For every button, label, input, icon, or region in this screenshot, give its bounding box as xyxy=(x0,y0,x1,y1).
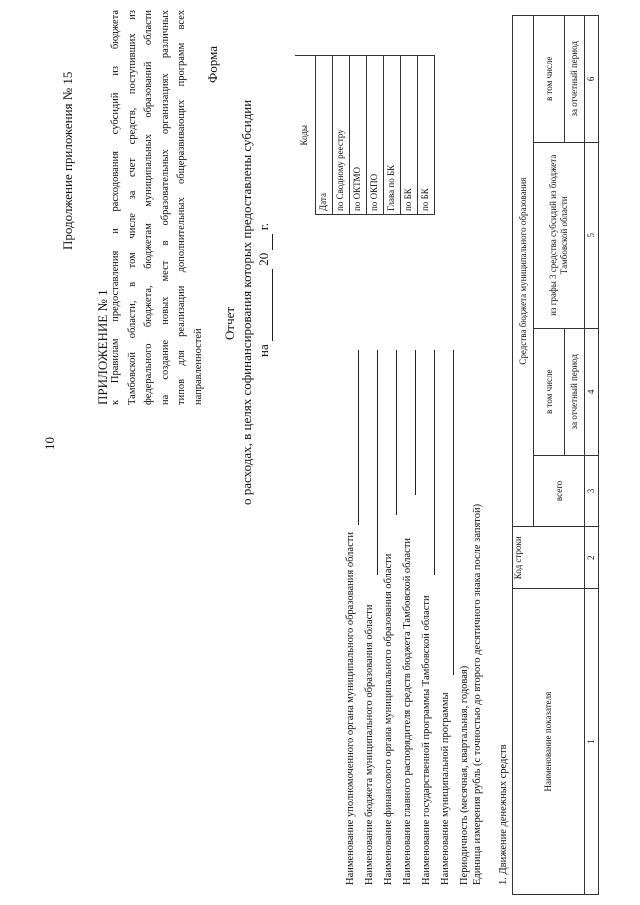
col-number: 2 xyxy=(585,527,599,589)
date-suffix: г. xyxy=(256,223,271,231)
col-header-row-code: Код строки xyxy=(513,527,585,589)
field-underline xyxy=(415,350,416,495)
codes-row: по ОКПО xyxy=(366,56,383,215)
col-number: 3 xyxy=(585,455,599,527)
field-underline xyxy=(453,350,454,675)
col-header-total: всего xyxy=(534,455,585,527)
form-label: Форма xyxy=(205,46,220,83)
report-date xyxy=(256,223,273,357)
col-header-indicator: Наименование показателя xyxy=(513,589,585,895)
year-blank xyxy=(256,234,273,250)
appendix-line: федерального бюджета, бюджетам муниципальных образований области xyxy=(143,10,154,405)
codes-row: Дата xyxy=(315,56,332,215)
col-header-incl-2: в том числе xyxy=(534,16,565,143)
field-state-program: Наименование государственной программы Тамбовской области xyxy=(421,595,432,885)
field-authorized-body: Наименование уполномоченного органа муниципального образования области xyxy=(345,532,356,885)
col-header-incl: в том числе xyxy=(534,328,565,455)
col-number: 4 xyxy=(585,328,599,455)
field-underline xyxy=(434,350,435,575)
field-unit: Единица измерения рубль (с точностью до второго десятичного знака после запятой) xyxy=(472,503,483,885)
col-number: 5 xyxy=(585,142,599,328)
report-subtitle: о расходах, в целях софинансирования которых предоставлены субсидии xyxy=(239,99,254,505)
codes-header: Коды xyxy=(295,56,315,215)
col-header-from-col3: из графы 3 средства субсидий из бюджета Тамбовской области xyxy=(534,142,585,328)
codes-row: по БК xyxy=(417,56,434,215)
field-finance-body: Наименование финансового органа муниципального образования области xyxy=(383,553,394,885)
col-header-period: за отчетный период xyxy=(565,328,585,455)
codes-row: по ОКТМО xyxy=(349,56,366,215)
cash-flow-table xyxy=(512,15,599,895)
report-title: Отчет xyxy=(222,306,237,340)
field-chief-manager: Наименование главного распорядителя средств бюджета Тамбовской области xyxy=(402,537,413,885)
appendix-line: на создание новых мест в образовательных организациях различных xyxy=(159,10,171,405)
date-blank xyxy=(256,269,273,341)
col-number: 6 xyxy=(585,16,599,143)
field-underline xyxy=(358,350,359,525)
col-header-period-2: за отчетный период xyxy=(565,16,585,143)
appendix-title: ПРИЛОЖЕНИЕ № 1 xyxy=(95,289,110,405)
field-periodicity: Периодичность (месячная, квартальная, годовая) xyxy=(459,665,470,885)
appendix-line: к Правилам предоставления и расходования субсидий из бюджета xyxy=(110,10,121,405)
appendix-line: Тамбовской области, в том числе за счет средств, поступивших из xyxy=(126,10,138,405)
continuation-heading: Продолжение приложения № 15 xyxy=(60,71,75,250)
appendix-text xyxy=(108,10,207,405)
codes-row: по Сводному реестру xyxy=(332,56,349,215)
field-municipal-program: Наименование муниципальной программы xyxy=(440,692,451,885)
field-budget-name: Наименование бюджета муниципального образования области xyxy=(364,604,375,885)
codes-table xyxy=(295,55,435,215)
page-number: 10 xyxy=(42,437,57,450)
col-number: 1 xyxy=(585,589,599,895)
codes-row: по БК xyxy=(400,56,417,215)
section-1-title: 1. Движение денежных средств xyxy=(498,744,509,885)
appendix-line: типов для реализации дополнительных общеразвивающих программ всех xyxy=(176,10,187,405)
codes-row: Глава по БК xyxy=(383,56,400,215)
date-prefix: на xyxy=(256,344,271,357)
field-underline xyxy=(377,350,378,575)
col-group-municipal-budget: Средства бюджета муниципального образования xyxy=(513,16,534,527)
appendix-line: направленностей xyxy=(192,328,204,405)
date-year-prefix: 20 xyxy=(256,252,271,266)
field-underline xyxy=(396,350,397,515)
